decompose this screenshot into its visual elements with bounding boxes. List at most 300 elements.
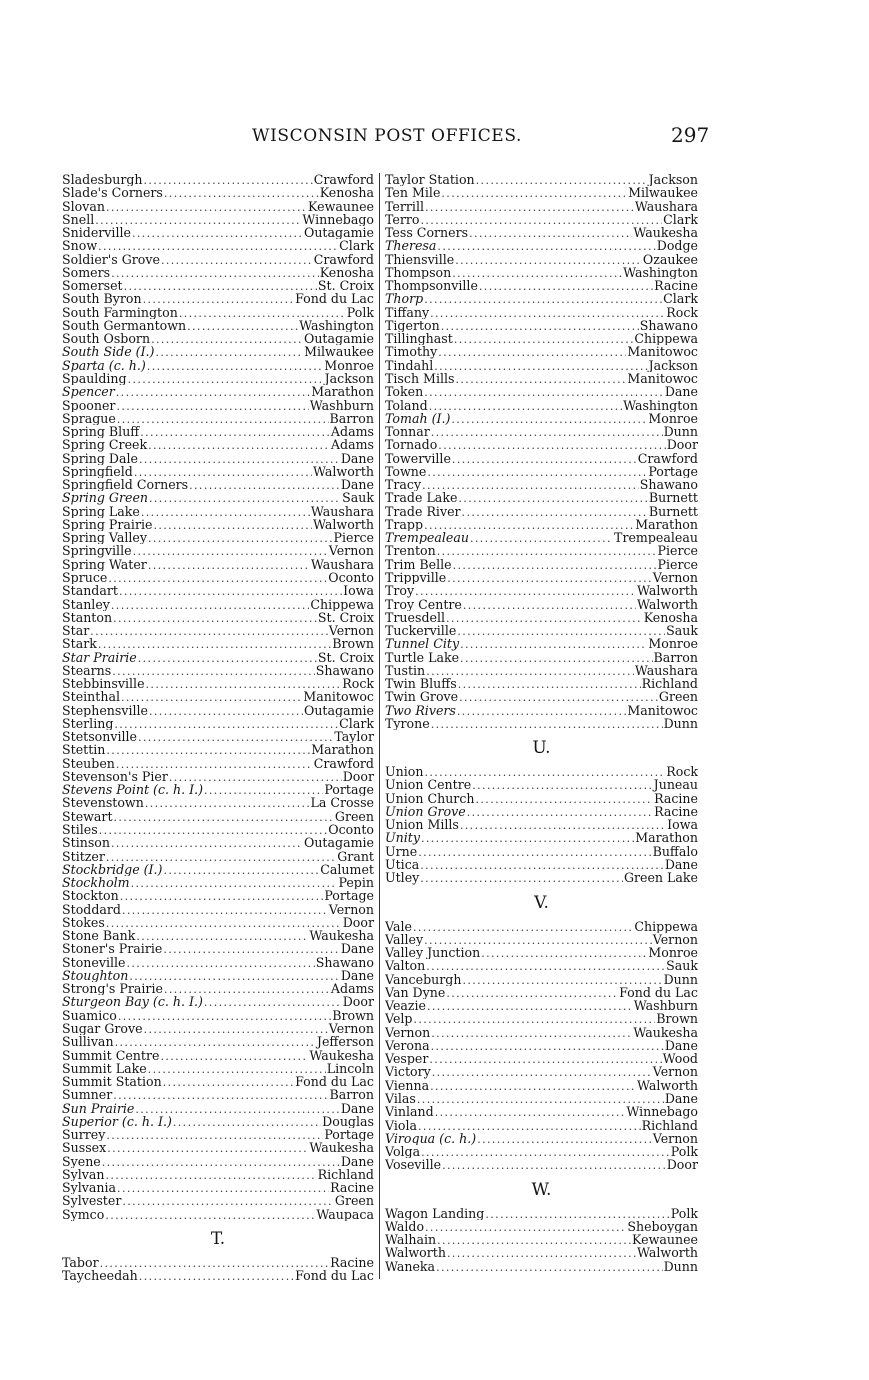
county-name: Dane <box>340 478 374 492</box>
post-office-name: Sterling <box>62 716 114 731</box>
entries-w <box>385 1207 698 1273</box>
county-name: Jefferson <box>316 1035 374 1049</box>
dot-leader <box>189 479 340 491</box>
county-name: Fond du Lac <box>295 1269 374 1283</box>
post-office-entry <box>385 372 698 385</box>
county-name: Sheboygan <box>627 1219 698 1234</box>
dot-leader <box>98 638 331 650</box>
post-office-name: Timothy <box>385 345 438 359</box>
post-office-name: Voseville <box>385 1158 442 1172</box>
post-office-name: Snow <box>62 239 98 253</box>
post-office-name: South Germantown <box>62 318 187 333</box>
dot-leader <box>117 1182 329 1194</box>
dot-leader <box>460 638 647 650</box>
post-office-name: Thompsonville <box>385 279 478 293</box>
county-name: Dane <box>340 1101 374 1115</box>
county-name: Adams <box>330 438 374 452</box>
county-name: Dane <box>664 858 698 872</box>
post-office-entry <box>62 1022 374 1035</box>
post-office-name: Vale <box>385 919 412 933</box>
post-office-name: Tigerton <box>385 318 440 333</box>
post-office-name: Stockton <box>62 889 119 903</box>
dot-leader <box>431 718 663 730</box>
post-office-entry <box>385 399 698 412</box>
post-office-name: Sylvan <box>62 1167 105 1182</box>
post-office-entry <box>385 491 698 504</box>
post-office-name: Star Prairie <box>62 650 137 664</box>
post-office-name: Stiles <box>62 823 98 837</box>
post-office-name: Sylvester <box>62 1194 122 1208</box>
post-office-name: Stewart <box>62 809 113 824</box>
post-office-name: Trade River <box>385 504 461 518</box>
dot-leader <box>415 585 636 597</box>
page-title: WISCONSIN POST OFFICES. <box>252 126 522 146</box>
post-office-entry <box>385 1105 698 1118</box>
post-office-name: Stoneville <box>62 955 126 969</box>
dot-leader <box>169 771 342 783</box>
county-name: Vernon <box>652 570 698 585</box>
dot-leader <box>425 1221 626 1233</box>
post-office-name: Viroqua (c. h.) <box>385 1131 477 1146</box>
post-office-entry <box>385 704 698 717</box>
county-name: Walworth <box>637 1078 698 1092</box>
county-name: Dunn <box>663 716 698 731</box>
post-office-entry <box>62 279 374 292</box>
dot-leader <box>138 731 333 743</box>
county-name: Door <box>666 438 698 452</box>
dot-leader <box>424 766 665 778</box>
dot-leader <box>106 917 342 929</box>
dot-leader <box>155 346 303 358</box>
post-office-name: Stevenstown <box>62 796 144 810</box>
section-gap <box>385 730 698 738</box>
post-office-name: Stettin <box>62 743 106 757</box>
post-office-entry <box>62 1256 374 1269</box>
post-office-name: Token <box>385 385 424 399</box>
post-office-entry <box>385 637 698 650</box>
dot-leader <box>446 612 643 624</box>
county-name: Polk <box>670 1145 698 1159</box>
post-office-name: Trapp <box>385 517 424 532</box>
post-office-entry <box>385 831 698 844</box>
dot-leader <box>441 187 627 199</box>
post-office-entry <box>385 425 698 438</box>
dot-leader <box>430 1080 636 1092</box>
column-divider <box>379 173 380 1279</box>
county-name: Kenosha <box>319 186 374 200</box>
county-name: La Crosse <box>310 796 374 810</box>
dot-leader <box>106 201 307 213</box>
dot-leader <box>141 506 310 518</box>
post-office-entry <box>385 518 698 531</box>
post-office-entry <box>385 266 698 279</box>
county-name: Monroe <box>648 637 698 651</box>
dot-leader <box>139 453 340 465</box>
dot-leader <box>129 970 340 982</box>
post-office-entry <box>62 956 374 969</box>
post-office-entry <box>62 359 374 372</box>
post-office-name: Trim Belle <box>385 557 452 571</box>
dot-leader <box>417 1093 664 1105</box>
dot-leader <box>481 947 647 959</box>
post-office-name: Tisch Mills <box>385 371 455 386</box>
post-office-name: Vienna <box>385 1078 430 1092</box>
dot-leader <box>462 506 648 518</box>
post-office-entry <box>62 239 374 252</box>
county-name: Chippewa <box>634 332 698 346</box>
dot-leader <box>454 333 634 345</box>
post-office-name: Waneka <box>385 1259 436 1273</box>
post-office-entry <box>385 598 698 611</box>
county-name: Walworth <box>637 597 698 611</box>
post-office-entry <box>385 677 698 690</box>
dot-leader <box>114 811 334 823</box>
post-office-name: Walhain <box>385 1233 437 1247</box>
post-office-entry <box>385 871 698 884</box>
post-office-entry <box>62 1075 374 1088</box>
post-office-name: Symco <box>62 1207 105 1221</box>
dot-leader <box>146 678 342 690</box>
post-office-entry <box>385 213 698 226</box>
county-name: Dunn <box>663 1259 698 1273</box>
dot-leader <box>424 934 652 946</box>
post-office-entry <box>385 279 698 292</box>
post-office-entry <box>385 1233 698 1246</box>
dot-leader <box>476 174 648 186</box>
county-name: Iowa <box>343 584 374 598</box>
dot-leader <box>139 1270 294 1282</box>
county-name: Jackson <box>648 173 698 187</box>
post-office-name: Trade Lake <box>385 491 458 505</box>
county-name: Dodge <box>656 239 698 253</box>
post-office-entry <box>385 611 698 624</box>
post-office-name: Steuben <box>62 756 115 770</box>
post-office-entry <box>62 717 374 730</box>
post-office-name: Sparta (c. h.) <box>62 358 146 372</box>
county-name: Kewaunee <box>308 199 374 213</box>
county-name: Portage <box>648 464 698 479</box>
post-office-entry <box>62 863 374 876</box>
county-name: Portage <box>324 1128 374 1142</box>
post-office-entry <box>385 933 698 946</box>
post-office-name: Spruce <box>62 570 108 585</box>
dot-leader <box>114 718 338 730</box>
post-office-entry <box>385 1158 698 1171</box>
dot-leader <box>421 1146 670 1158</box>
county-name: Vernon <box>652 932 698 947</box>
post-office-name: Spring Lake <box>62 504 140 518</box>
county-name: Portage <box>324 783 374 797</box>
post-office-name: Spring Dale <box>62 451 138 465</box>
county-name: Racine <box>654 791 698 805</box>
post-office-name: Steinthal <box>62 690 120 704</box>
post-office-name: Vinland <box>385 1105 434 1119</box>
county-name: Marathon <box>635 831 698 845</box>
post-office-entry <box>385 1012 698 1025</box>
dot-leader <box>133 545 328 557</box>
county-name: Waukesha <box>309 929 374 943</box>
county-name: Kenosha <box>643 610 698 625</box>
post-office-entry <box>385 173 698 186</box>
post-office-name: Slade's Corners <box>62 186 163 200</box>
post-office-entry <box>385 664 698 677</box>
county-name: Vernon <box>328 1022 374 1036</box>
dot-leader <box>106 1169 317 1181</box>
dot-leader <box>163 864 319 876</box>
post-office-name: Stanley <box>62 597 110 611</box>
dot-leader <box>148 1063 326 1075</box>
county-name: Calumet <box>320 862 374 877</box>
county-name: Shawano <box>639 478 698 492</box>
post-office-name: Toland <box>385 398 428 412</box>
post-office-name: Stevenson's Pier <box>62 769 168 784</box>
post-office-name: Ten Mile <box>385 186 441 200</box>
post-office-name: Troy Centre <box>385 597 462 611</box>
county-name: Ozaukee <box>642 252 698 266</box>
county-name: Walworth <box>637 1246 698 1260</box>
post-office-name: Thorp <box>385 292 424 306</box>
post-office-entry <box>385 531 698 544</box>
dot-leader <box>127 957 315 969</box>
post-office-entry <box>62 982 374 995</box>
county-name: Richland <box>641 1118 698 1132</box>
post-office-entry <box>62 836 374 849</box>
dot-leader <box>427 466 647 478</box>
post-office-name: Union <box>385 765 424 779</box>
dot-leader <box>106 851 336 863</box>
post-office-entry <box>62 637 374 650</box>
county-name: Waushara <box>310 504 374 518</box>
county-name: Marathon <box>311 743 374 757</box>
post-office-entry <box>62 1155 374 1168</box>
post-office-name: Sturgeon Bay (c. h. I.) <box>62 995 203 1009</box>
county-name: Monroe <box>648 411 698 426</box>
county-name: Vernon <box>328 902 374 916</box>
post-office-name: South Farmington <box>62 305 178 319</box>
county-name: Racine <box>654 279 698 293</box>
dot-leader <box>462 974 662 986</box>
dot-leader <box>116 386 310 398</box>
county-name: Burnett <box>648 504 698 518</box>
post-office-entry <box>385 332 698 345</box>
dot-leader <box>451 413 647 425</box>
post-office-name: Surrey <box>62 1128 106 1142</box>
county-name: Jackson <box>648 358 698 372</box>
post-office-name: Vilas <box>385 1092 416 1106</box>
post-office-entry <box>62 810 374 823</box>
post-office-name: Springville <box>62 544 132 558</box>
county-name: Clark <box>663 212 698 227</box>
post-office-name: Sussex <box>62 1141 107 1155</box>
post-office-entry <box>62 929 374 942</box>
county-name: Oconto <box>328 823 374 837</box>
post-office-entry <box>62 571 374 584</box>
post-office-entry <box>62 1062 374 1075</box>
dot-leader <box>111 267 319 279</box>
county-name: Door <box>342 995 374 1009</box>
post-office-entry <box>385 845 698 858</box>
post-office-entry <box>62 558 374 571</box>
dot-leader <box>144 174 313 186</box>
post-office-name: Tunnel City <box>385 637 460 651</box>
post-office-entry <box>62 730 374 743</box>
dot-leader <box>459 691 658 703</box>
post-office-entry <box>62 743 374 756</box>
county-name: Waukesha <box>633 1025 698 1039</box>
section-letter-v: V. <box>534 892 549 913</box>
post-office-entry <box>385 200 698 213</box>
dot-leader <box>136 930 308 942</box>
county-name: Dane <box>664 1092 698 1106</box>
county-name: Grant <box>337 849 374 863</box>
dot-leader <box>441 320 639 332</box>
post-office-entry <box>62 969 374 982</box>
post-office-name: Stockholm <box>62 876 130 890</box>
post-office-entry <box>62 677 374 690</box>
post-office-entry <box>62 942 374 955</box>
post-office-name: Verona <box>385 1038 430 1053</box>
county-name: Brown <box>656 1012 698 1026</box>
county-name: Polk <box>346 305 374 319</box>
dot-leader <box>424 293 662 305</box>
dot-leader <box>100 1257 329 1269</box>
post-office-name: Volga <box>385 1145 421 1159</box>
post-office-name: Stokes <box>62 915 105 930</box>
county-name: Outagamie <box>304 226 374 240</box>
post-office-entry <box>62 651 374 664</box>
dot-leader <box>413 1013 655 1025</box>
post-office-name: Spring Prairie <box>62 517 153 532</box>
county-name: Crawford <box>313 252 374 266</box>
post-office-entry <box>385 778 698 791</box>
post-office-entry <box>62 226 374 239</box>
post-office-entry <box>62 425 374 438</box>
county-name: St. Croix <box>317 279 374 293</box>
county-name: Washburn <box>309 398 374 412</box>
post-office-entry <box>62 372 374 385</box>
county-name: Portage <box>324 889 374 903</box>
post-office-entry <box>62 491 374 504</box>
dot-leader <box>426 960 665 972</box>
post-office-name: Suamico <box>62 1008 117 1022</box>
post-office-name: Slovan <box>62 199 105 213</box>
post-office-entry <box>62 664 374 677</box>
dot-leader <box>421 214 663 226</box>
county-name: Burnett <box>648 491 698 505</box>
dot-leader <box>431 1027 632 1039</box>
post-office-entry <box>385 1132 698 1145</box>
post-office-entry <box>62 173 374 186</box>
dot-leader <box>138 652 317 664</box>
post-office-name: Syene <box>62 1154 101 1168</box>
post-office-entry <box>385 319 698 332</box>
dot-leader <box>113 1089 328 1101</box>
section-gap <box>385 1200 698 1207</box>
post-office-name: Tindahl <box>385 358 434 372</box>
county-name: Pierce <box>333 531 374 545</box>
post-office-name: Sniderville <box>62 226 131 240</box>
post-office-name: Summit Station <box>62 1075 162 1089</box>
post-office-entry <box>385 1092 698 1105</box>
post-office-entry <box>385 805 698 818</box>
dot-leader <box>437 1234 631 1246</box>
post-office-entry <box>62 1269 374 1282</box>
county-name: Green <box>334 1194 374 1208</box>
post-office-name: Towerville <box>385 451 451 465</box>
post-office-name: Twin Bluffs <box>385 677 457 691</box>
post-office-entry <box>385 946 698 959</box>
post-office-entry <box>62 598 374 611</box>
dot-leader <box>452 267 622 279</box>
dot-leader <box>149 492 341 504</box>
post-office-entry <box>62 1181 374 1194</box>
entries-s <box>62 173 374 1221</box>
county-name: Dunn <box>663 972 698 986</box>
county-name: Adams <box>330 982 374 996</box>
post-office-name: Truesdell <box>385 610 446 625</box>
post-office-entry <box>385 584 698 597</box>
post-office-name: Tabor <box>62 1255 99 1270</box>
county-name: Washington <box>299 318 374 333</box>
county-name: Barron <box>329 1088 374 1102</box>
post-office-entry <box>62 531 374 544</box>
county-name: Rock <box>666 305 698 319</box>
county-name: Outagamie <box>304 836 374 850</box>
dot-leader <box>447 572 652 584</box>
post-office-entry <box>385 306 698 319</box>
post-office-entry <box>62 916 374 929</box>
county-name: Oconto <box>328 570 374 585</box>
dot-leader <box>204 784 323 796</box>
county-name: Richland <box>641 677 698 691</box>
county-name: Waukesha <box>633 226 698 240</box>
dot-leader <box>135 1103 339 1115</box>
post-office-entry <box>385 478 698 491</box>
post-office-entry <box>385 465 698 478</box>
post-office-name: Stearns <box>62 663 112 678</box>
county-name: Washburn <box>633 999 698 1013</box>
dot-leader <box>431 426 663 438</box>
dot-leader <box>140 426 330 438</box>
post-office-entry <box>385 239 698 252</box>
post-office-name: Vanceburgh <box>385 972 462 986</box>
dot-leader <box>429 400 622 412</box>
county-name: Monroe <box>648 946 698 960</box>
post-office-entry <box>385 505 698 518</box>
post-office-entry <box>62 186 374 199</box>
post-office-name: Union Church <box>385 791 475 805</box>
post-office-name: Sullivan <box>62 1035 114 1049</box>
dot-leader <box>112 665 315 677</box>
post-office-entry <box>385 1026 698 1039</box>
post-office-name: Valley Junction <box>385 946 481 960</box>
post-office-name: Taycheedah <box>62 1269 138 1283</box>
post-office-name: Spaulding <box>62 371 127 386</box>
post-office-entry <box>62 1194 374 1207</box>
dot-leader <box>134 466 312 478</box>
county-name: Pierce <box>657 557 698 571</box>
county-name: Fond du Lac <box>295 292 374 306</box>
dot-leader <box>427 1000 633 1012</box>
post-office-name: Tyrone <box>385 716 430 731</box>
county-name: Crawford <box>637 451 698 465</box>
post-office-entry <box>62 1049 374 1062</box>
dot-leader <box>476 793 654 805</box>
post-office-entry <box>62 611 374 624</box>
county-name: Milwaukee <box>628 186 698 200</box>
post-office-entry <box>62 850 374 863</box>
post-office-name: Soldier's Grove <box>62 252 160 266</box>
